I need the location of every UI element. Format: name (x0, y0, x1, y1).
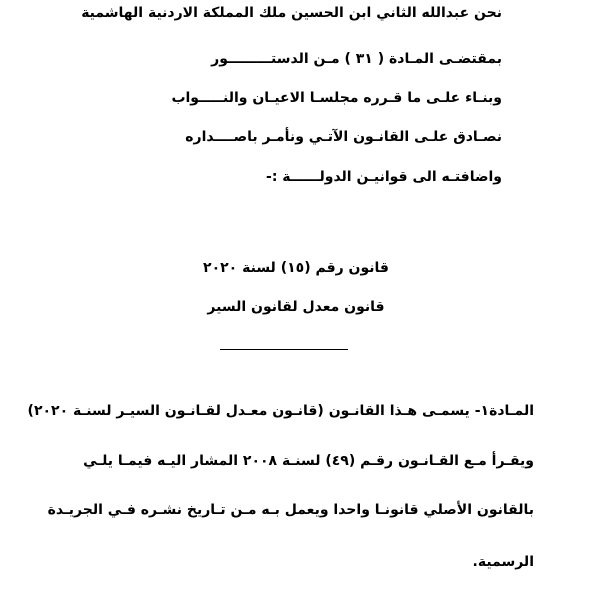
preamble-line-1: نحن عبدالله الثاني ابن الحسين ملك المملكة الاردنية الهاشمية (81, 5, 502, 21)
article-line-1: المـادة١- يسمـى هـذا القانـون (قانـون معـدل لقـانـون السيـر لسنـة ٢٠٢٠) (27, 403, 534, 419)
article-line-2: ويقـرأ مـع القـانـون رقـم (٤٩) لسنـة ٢٠٠٨ المشار اليـه فيمـا يلـي (83, 453, 534, 469)
article-line-3: بالقانون الأصلي قانونـا واحدا ويعمل بـه مـن تـاريخ نشـره فـي الجريـدة (47, 502, 534, 518)
preamble-line-3: وبنـاء علـى ما قـرره مجلسـا الاعيـان والنـــــواب (171, 90, 502, 106)
preamble-line-4: نصـادق علـى القانـون الآتـي ونأمـر باصــــداره (185, 129, 502, 145)
article-line-4: الرسمية. (472, 554, 534, 570)
preamble-line-5: واضافتـه الى قوانيـن الدولــــــة :- (266, 169, 502, 185)
law-subtitle: قانون معدل لقانون السير (207, 299, 385, 315)
preamble-line-2: بمقتضـى المـادة ( ٣١ ) مـن الدستـــــــــور (211, 51, 502, 67)
law-title: قانون رقم (١٥) لسنة ٢٠٢٠ (203, 260, 389, 276)
title-underline-divider (220, 349, 348, 350)
